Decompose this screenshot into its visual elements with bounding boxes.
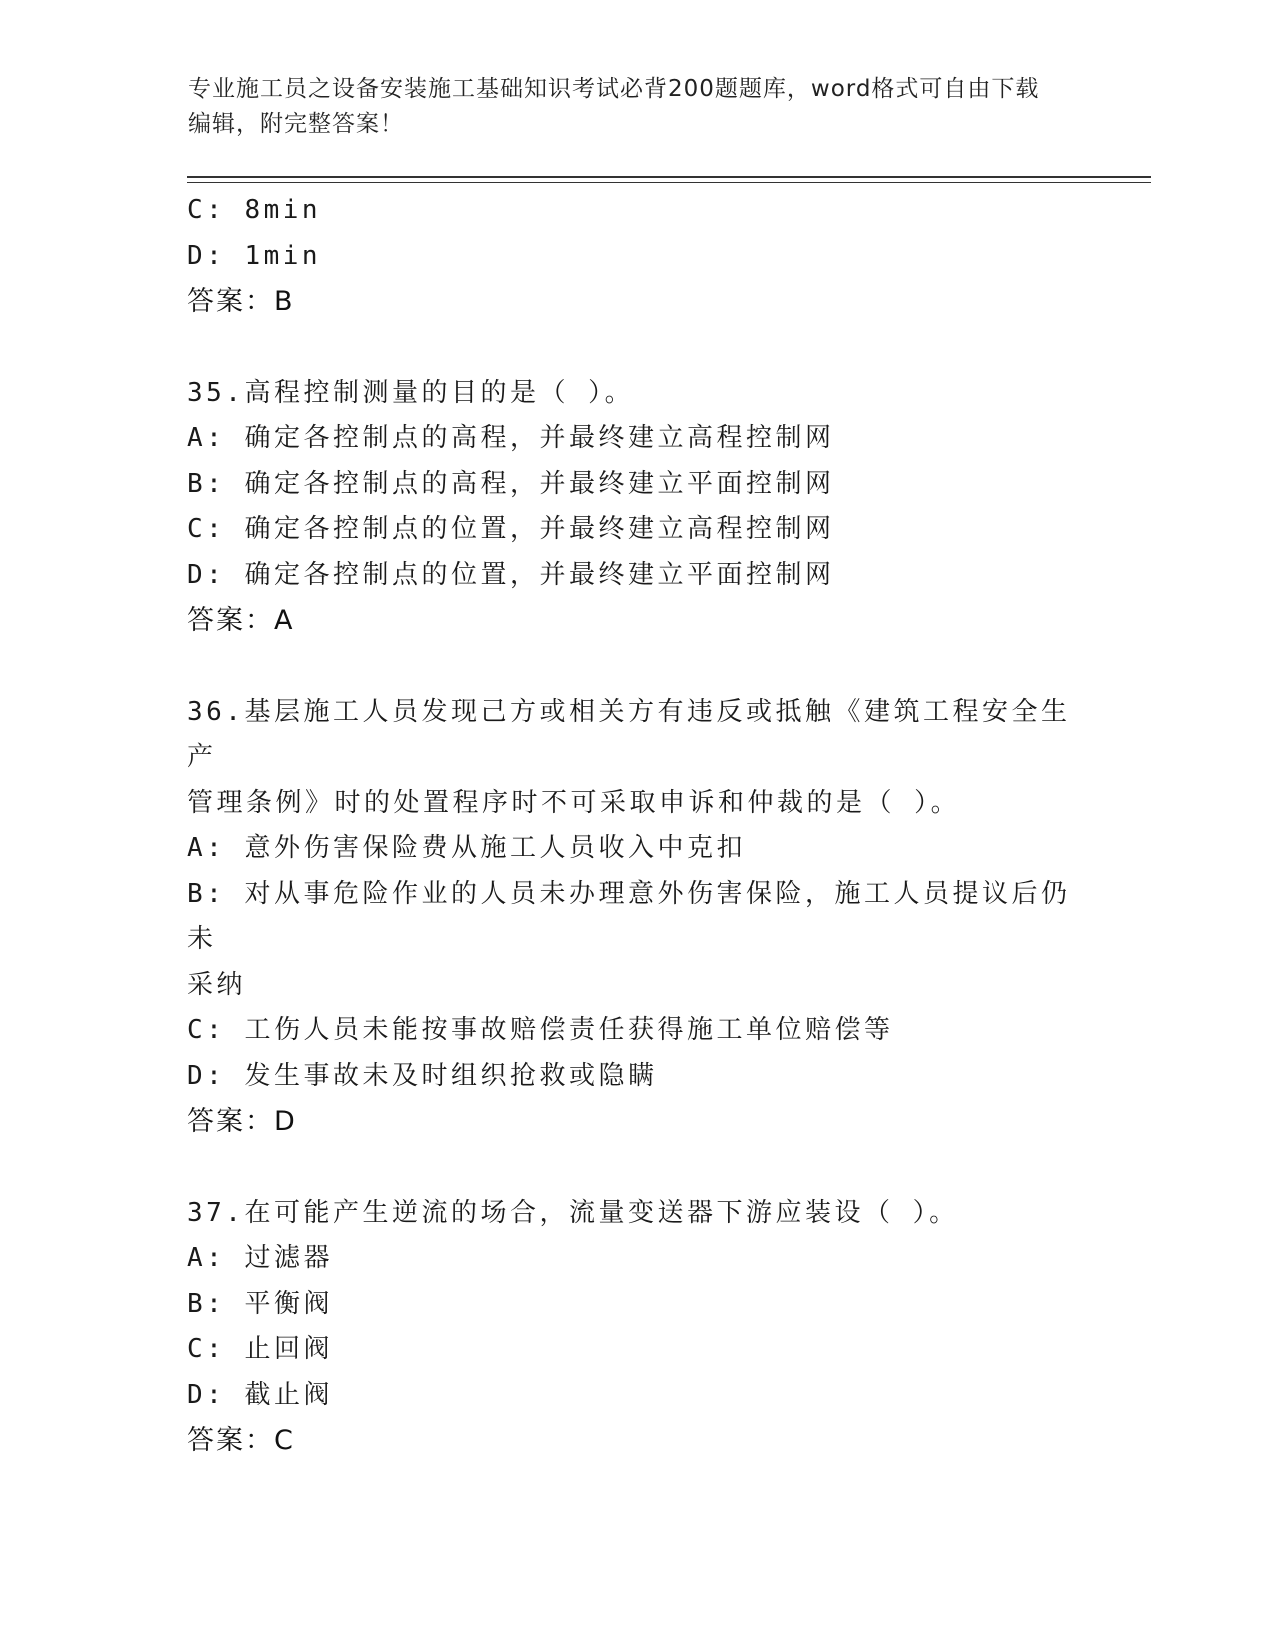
option-b-line-1: B: 对从事危险作业的人员未办理意外伤害保险，施工人员提议后仍未 [187,878,1071,954]
option-b: B: 平衡阀 [187,1288,333,1319]
question-37 [187,1191,1087,1464]
question-list [187,188,1087,1464]
option-d: D: 确定各控制点的位置，并最终建立平面控制网 [187,559,835,590]
question-stem-line-1: 36.基层施工人员发现己方或相关方有违反或抵触《建筑工程安全生产 [187,696,1071,772]
question-stem-line-2: 管理条例》时的处置程序时不可采取申诉和仲裁的是（ ）。 [187,787,961,818]
option-c: C: 8min [187,195,322,225]
question-34-tail [187,188,1087,325]
answer-line: 答案：C [187,1425,295,1456]
question-36 [187,690,1087,1145]
option-a: A: 确定各控制点的高程，并最终建立高程控制网 [187,423,835,453]
answer-line: 答案：A [187,605,295,636]
option-b: B: 确定各控制点的高程，并最终建立平面控制网 [187,468,835,499]
spacer [187,644,1087,690]
spacer [187,1145,1087,1191]
header-title-line-1: 专业施工员之设备安装施工基础知识考试必背200题题库，word格式可自由下载 [188,76,1040,102]
option-d: D: 截止阀 [187,1379,333,1410]
option-a: A: 过滤器 [187,1243,333,1273]
answer-line: 答案：D [187,1106,297,1137]
answer-line: 答案：B [187,286,295,317]
spacer [187,325,1087,371]
header-title-line-2: 编辑，附完整答案！ [188,111,404,137]
header-divider-thick [187,176,1151,178]
option-b-line-2: 采纳 [187,969,247,1000]
page-header [188,72,1088,142]
option-d: D: 发生事故未及时组织抢救或隐瞒 [187,1060,658,1091]
option-d: D: 1min [187,240,322,271]
question-35 [187,371,1087,644]
option-a: A: 意外伤害保险费从施工人员收入中克扣 [187,833,746,863]
question-stem: 35.高程控制测量的目的是（ ）。 [187,377,635,408]
option-c: C: 止回阀 [187,1334,333,1364]
header-divider-thin [187,182,1151,183]
question-stem: 37.在可能产生逆流的场合，流量变送器下游应装设（ ）。 [187,1197,959,1228]
option-c: C: 工伤人员未能按事故赔偿责任获得施工单位赔偿等 [187,1015,894,1045]
option-c: C: 确定各控制点的位置，并最终建立高程控制网 [187,514,835,544]
